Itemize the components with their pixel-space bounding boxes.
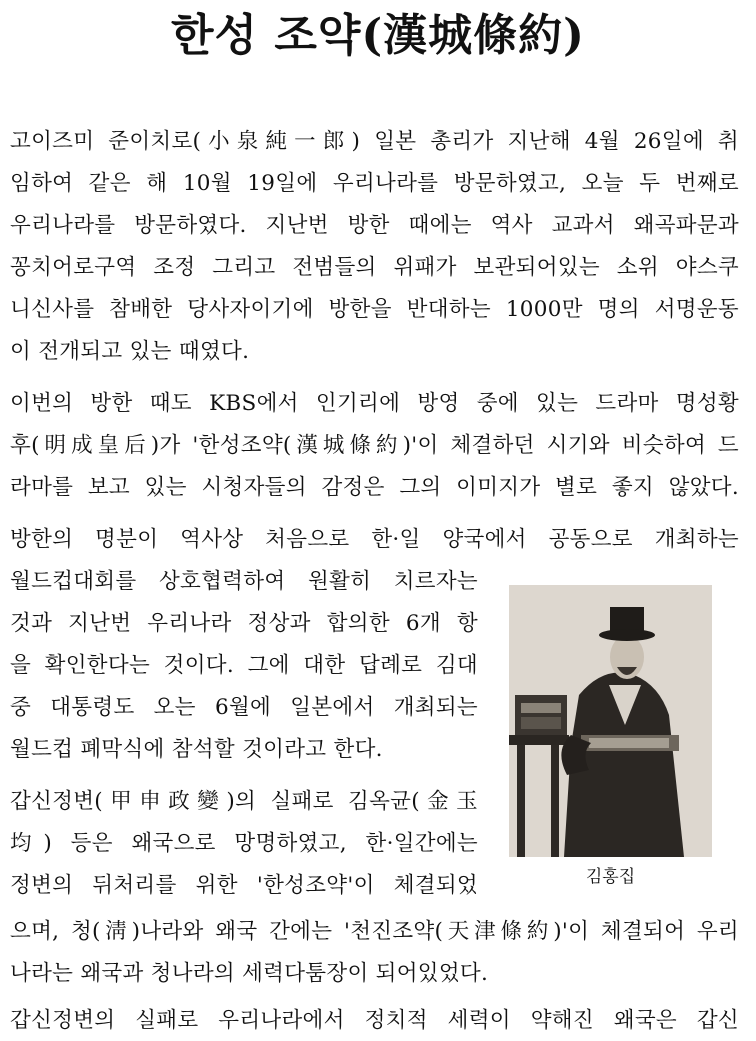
text-line: 우리나라를 방문하였다. 지난번 방한 때에는 역사 교과서 왜곡파문과 xyxy=(10,213,739,238)
portrait-illustration xyxy=(509,585,712,857)
text-line: 것과 지난번 우리나라 정상과 합의한 6개 항 xyxy=(10,611,478,636)
text-line: 으며, 청(淸)나라와 왜국 간에는 '천진조약(天津條約)'이 체결되어 우리 xyxy=(10,919,739,944)
text-line: 꽁치어로구역 조정 그리고 전범들의 위패가 보관되어있는 소위 야스쿠 xyxy=(10,255,739,280)
text-line: 중 대통령도 오는 6월에 일본에서 개최되는 xyxy=(10,695,478,720)
text-line: 나라는 왜국과 청나라의 세력다툼장이 되어있었다. xyxy=(10,961,489,986)
portrait-photo xyxy=(509,585,712,857)
text-line: 후(明成皇后)가 '한성조약(漢城條約)'이 체결하던 시기와 비슷하여 드 xyxy=(10,433,739,458)
text-line: 니신사를 참배한 당사자이기에 방한을 반대하는 1000만 명의 서명운동 xyxy=(10,297,739,322)
text-line: 월드컵 폐막식에 참석할 것이라고 한다. xyxy=(10,737,383,762)
text-line: 均) 등은 왜국으로 망명하였고, 한·일간에는 xyxy=(10,831,478,856)
text-line: 을 확인한다는 것이다. 그에 대한 답례로 김대 xyxy=(10,653,478,678)
text-line: 방한의 명분이 역사상 처음으로 한·일 양국에서 공동으로 개최하는 xyxy=(10,527,739,552)
text-line: 갑신정변의 실패로 우리나라에서 정치적 세력이 약해진 왜국은 갑신 xyxy=(10,1008,739,1033)
text-line: 이 전개되고 있는 때였다. xyxy=(10,339,250,364)
page-title: 한성 조약(漢城條約) xyxy=(171,10,585,61)
text-line: 고이즈미 준이치로(小泉純一郎) 일본 총리가 지난해 4월 26일에 취 xyxy=(10,129,739,154)
text-line: 이번의 방한 때도 KBS에서 인기리에 방영 중에 있는 드라마 명성황 xyxy=(10,391,739,416)
text-line: 임하여 같은 해 10월 19일에 우리나라를 방문하였고, 오늘 두 번째로 xyxy=(10,171,739,196)
text-line: 정변의 뒤처리를 위한 '한성조약'이 체결되었 xyxy=(10,873,478,898)
text-line: 갑신정변(甲申政變)의 실패로 김옥균(金玉 xyxy=(10,789,478,814)
photo-caption: 김홍집 xyxy=(585,867,636,887)
text-line: 월드컵대회를 상호협력하여 원활히 치르자는 xyxy=(10,569,478,594)
text-line: 라마를 보고 있는 시청자들의 감정은 그의 이미지가 별로 좋지 않았다. xyxy=(10,475,739,500)
